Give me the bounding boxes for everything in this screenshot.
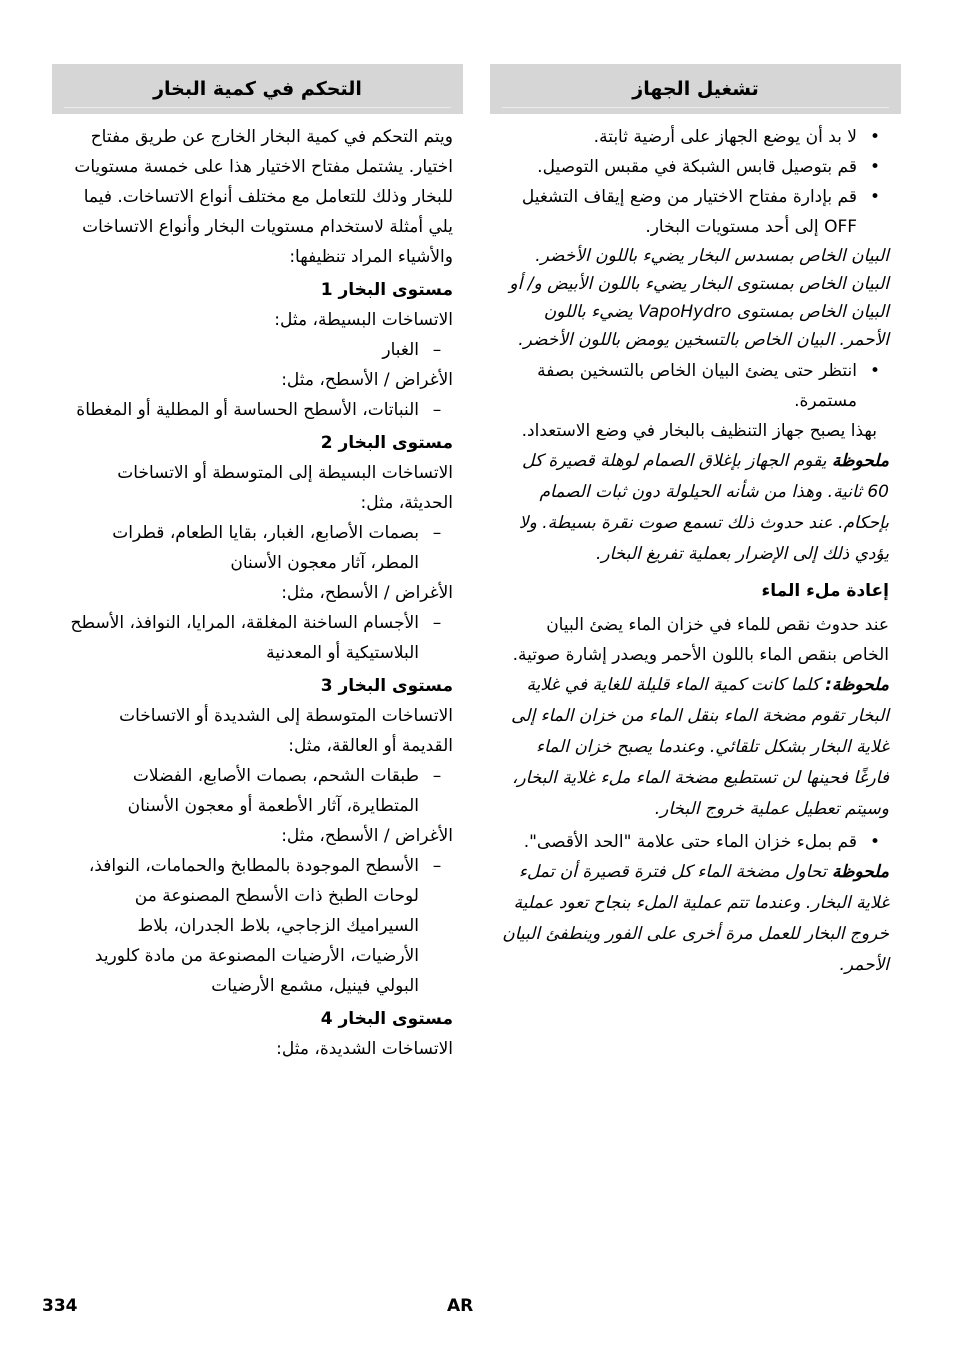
list-item: • لا بد أن يوضع الجهاز على أرضية ثابتة. [500,122,889,152]
note-label: ملحوظة: [825,675,889,695]
section-title: تشغيل الجهاز [632,78,759,100]
list-item: – الأجسام الساخنة المغلقة، المرايا، النوافذ، الأسطح البلاستيكية أو المعدنية [68,608,453,668]
dirt-label: الاتساخات البسيطة إلى المتوسطة أو الاتساخات الحديثة، مثل: [117,463,453,513]
steam-level-heading: مستوى البخار 3 [320,676,453,696]
objects-label: الأغراض / الأسطح، مثل: [281,826,453,846]
dirt-list [68,761,453,821]
fill-step-list [500,827,889,857]
bullet-icon: • [869,157,881,177]
steam-level-heading: مستوى البخار 2 [320,433,453,453]
intro-text: ويتم التحكم في كمية البخار الخارج عن طريق مفتاح اختيار. يشتمل مفتاح الاختيار هذا على خمسة مستويات للبخار وذلك للتعامل مع مختلف أنواع الاتساخات. فيما يلي أمثلة لاستخدام مستويات البخار وأنواع الاتساخات والأشياء المراد تنظيفها: [74,127,453,267]
list-item: – الأسطح الموجودة بالمطابخ والحمامات، النوافذ، لوحات الطبخ ذات الأسطح المصنوعة من السيراميك الزجاجي، بلاط الجدران، بلاط الأرضيات، الأرضيات المصنوعة من مادة كلوريد البولي فينيل، مشمع الأرضيات [68,851,453,1001]
bullet-icon: • [869,361,881,381]
indicator-status-text: البيان الخاص بمسدس البخار يضيء باللون الأخضر. البيان الخاص بمستوى البخار يضيء باللون الأبيض و/ أو البيان الخاص بمستوى VapoHydro يضيء باللون الأحمر. البيان الخاص بالتسخين يومض باللون الأخضر. [509,246,889,350]
bullet-icon: • [869,832,881,852]
section-title: التحكم في كمية البخار [153,78,362,100]
ready-text: بهذا يصبح جهاز التنظيف بالبخار في وضع الاستعداد. [521,421,877,441]
dirt-list [68,335,453,365]
list-item: – بصمات الأصابع، الغبار، بقايا الطعام، قطرات المطر، آثار معجون الأسنان [68,518,453,578]
page-number: 334 [42,1296,78,1316]
objects-label: الأغراض / الأسطح، مثل: [281,583,453,603]
list-item: • قم بتوصيل قابس الشبكة في مقبس التوصيل. [500,152,889,182]
objects-list [68,608,453,668]
list-item: • قم بإدارة مفتاح الاختيار من وضع إيقاف التشغيل OFF إلى أحد مستويات البخار. [500,182,889,242]
section-header-operation [490,64,901,114]
list-item: – النباتات، الأسطح الحساسة أو المطلية أو المغطاة [68,395,453,425]
dash-icon: – [432,340,442,360]
objects-list [68,395,453,425]
bullet-icon: • [869,187,881,207]
left-column [52,64,463,1064]
start-steps-list [500,122,889,242]
dash-icon: – [432,400,442,420]
list-item: – طبقات الشحم، بصمات الأصابع، الفضلات المتطايرة، آثار الأطعمة أو معجون الأسنان [68,761,453,821]
dirt-label: الاتساخات المتوسطة إلى الشديدة أو الاتساخات القديمة أو العالقة، مثل: [119,706,453,756]
steam-level-heading: مستوى البخار 1 [320,280,453,300]
list-item: • انتظر حتى يضئ البيان الخاص بالتسخين بصفة مستمرة. [500,356,889,416]
dash-icon: – [432,613,442,633]
bullet-icon: • [869,127,881,147]
dash-icon: – [432,856,442,876]
dash-icon: – [432,523,442,543]
dirt-list [68,518,453,578]
steam-level-heading: مستوى البخار 4 [320,1009,453,1029]
list-item: • قم بملء خزان الماء حتى علامة "الحد الأقصى". [500,827,889,857]
dirt-label: الاتساخات البسيطة، مثل: [274,310,453,330]
note-label: ملحوظة [831,862,889,882]
wait-step-list [500,356,889,416]
note-valve: ملحوظة يقوم الجهاز بإغلاق الصمام لوهلة قصيرة كل 60 ثانية. وهذا من شأنه الحيلولة دون ثبات الصمام بإحكام. عند حدوث ذلك تسمع صوت نقرة بسيطة. ولا يؤدي ذلك إلى الإضرار بعملية تفريغ البخار. [518,451,889,564]
dirt-label: الاتساخات الشديدة، مثل: [276,1039,453,1059]
refill-heading: إعادة ملء الماء [761,581,889,601]
objects-label: الأغراض / الأسطح، مثل: [281,370,453,390]
list-item: – الغبار [68,335,453,365]
language-code: AR [447,1296,474,1316]
note-label: ملحوظة [831,451,889,471]
note-refill: ملحوظة تحاول مضخة الماء كل فترة قصيرة أن تملء غلاية البخار. وعندما تتم عملية الملء بنجاح تعود عملية خروج البخار للعمل مرة أخرى على الفور وينطفئ البيان الأحمر. [502,862,889,975]
section-header-steam-control [52,64,463,114]
dash-icon: – [432,766,442,786]
objects-list [68,851,453,1001]
refill-text: عند حدوث نقص للماء في خزان الماء يضئ البيان الخاص بنقص الماء باللون الأحمر ويصدر إشارة صوتية. [512,615,889,665]
note-water-pump: ملحوظة: كلما كانت كمية الماء قليلة للغاية في غلاية البخار تقوم مضخة الماء بنقل الماء من خزان الماء إلى غلاية البخار بشكل تلقائي. وعندما يصبح خزان الماء فارغًا فحينها لن تستطيع مضخة الماء ملء غلاية البخار، وسيتم تعطيل عملية خروج البخار. [511,675,889,819]
right-column [490,64,901,981]
